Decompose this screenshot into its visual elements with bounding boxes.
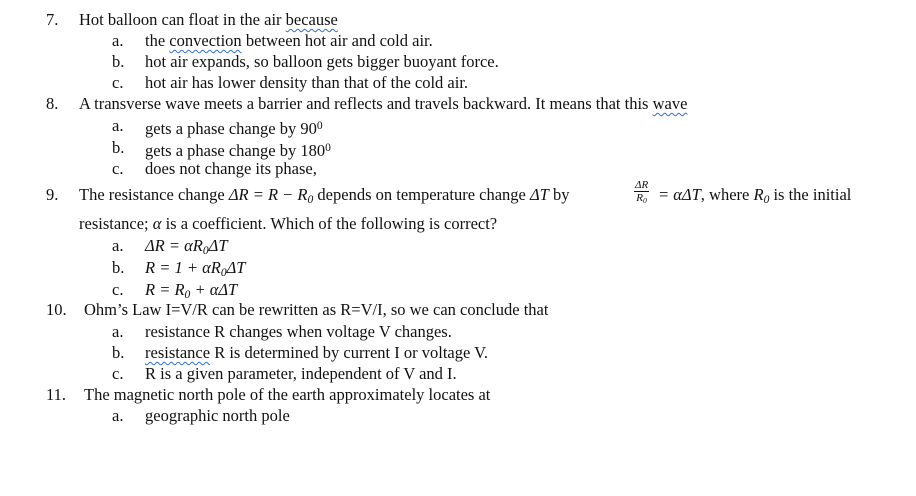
q8-option-c[interactable]: does not change its phase, [145, 159, 317, 178]
question-10-number: 10. [46, 300, 67, 319]
q9-option-a-letter: a. [112, 236, 124, 255]
q8-option-b-letter: b. [112, 138, 125, 157]
q9-option-b-letter: b. [112, 258, 125, 277]
q10-option-a[interactable]: resistance R changes when voltage V changes. [145, 322, 452, 341]
question-7-number: 7. [46, 10, 59, 29]
q7-option-b[interactable]: hot air expands, so balloon gets bigger buoyant force. [145, 52, 499, 71]
q10-option-b-letter: b. [112, 343, 125, 362]
q7-option-c-letter: c. [112, 73, 124, 92]
question-11-number: 11. [46, 385, 67, 404]
q7-option-a[interactable]: the convection between hot air and cold air. [145, 31, 433, 50]
question-7-stem: Hot balloon can float in the air because [79, 10, 338, 29]
q10-option-a-letter: a. [112, 322, 124, 341]
q8-option-b[interactable]: gets a phase change by $180^0$ [145, 141, 331, 161]
question-8-number: 8. [46, 94, 59, 113]
question-9-stem-line1: The resistance change $\Delta R = R - R_0$ depends on temperature change ΔT by [79, 185, 570, 206]
q7-option-b-letter: b. [112, 52, 125, 71]
q9-option-c[interactable]: $R = R_0 + \alpha\Delta T$ [145, 280, 238, 301]
q7-option-a-letter: a. [112, 31, 124, 50]
q8-option-a[interactable]: gets a phase change by $90^0$ [145, 119, 323, 139]
question-9-number: 9. [46, 185, 59, 204]
q10-option-c-letter: c. [112, 364, 124, 383]
q7-option-c[interactable]: hot air has lower density than that of the cold air. [145, 73, 469, 92]
q9-option-a[interactable]: $\Delta R = \alpha R_0\Delta T$ [145, 236, 228, 257]
question-8-stem: A transverse wave meets a barrier and reflects and travels backward. It means that this wave [79, 94, 688, 113]
fraction-delta-r-over-r0: $\frac{\Delta R}{R_0}$ [635, 179, 649, 205]
q8-option-c-letter: c. [112, 159, 124, 178]
q9-option-b[interactable]: $R = 1 + \alpha R_0\Delta T$ [145, 258, 246, 279]
question-11-stem: The magnetic north pole of the earth approximately locates at [84, 385, 491, 404]
q11-option-a-letter: a. [112, 406, 124, 425]
question-9-stem-line1-tail: = αΔT, where $R_0$ is the initial [658, 185, 852, 206]
q11-option-a[interactable]: geographic north pole [145, 406, 290, 425]
question-10-stem: Ohm’s Law I=V/R can be rewritten as R=V/I, so we can conclude that [84, 300, 549, 319]
q10-option-b[interactable]: resistance R is determined by current I or voltage V. [145, 343, 489, 362]
question-9-stem-line2: resistance; α is a coefficient. Which of the following is correct? [79, 214, 498, 233]
q9-option-c-letter: c. [112, 280, 124, 299]
q10-option-c[interactable]: R is a given parameter, independent of V and I. [145, 364, 457, 383]
q8-option-a-letter: a. [112, 116, 124, 135]
